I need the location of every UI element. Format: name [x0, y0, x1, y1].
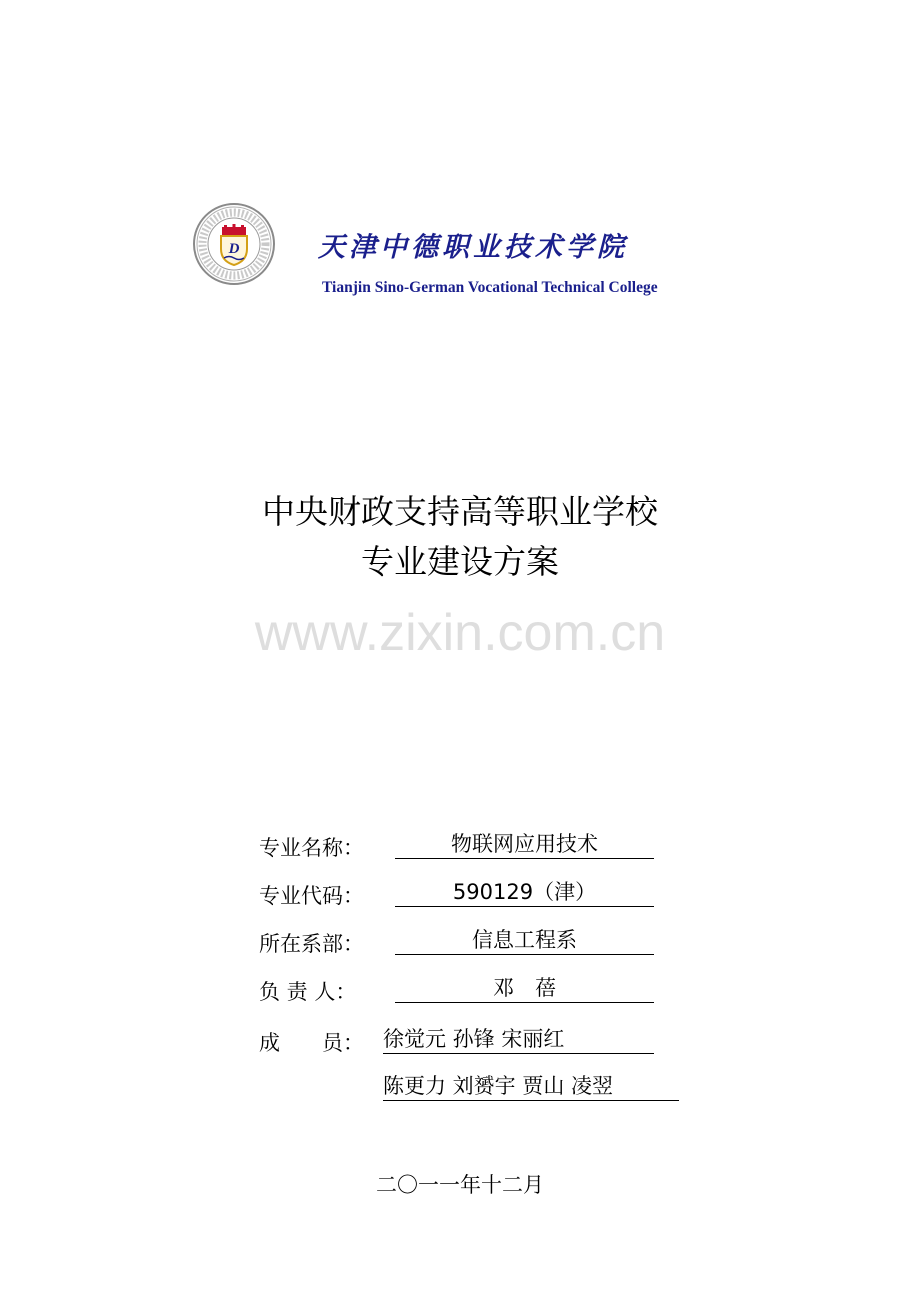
- svg-text:D: D: [228, 241, 240, 257]
- watermark: www.zixin.com.cn: [254, 604, 666, 662]
- major-name-label: 专业名称：: [259, 836, 364, 860]
- school-name-english: Tianjin Sino-German Vocational Technical College: [322, 279, 658, 296]
- college-seal-logo: [193, 203, 275, 285]
- leader-value: 邓 蓓: [395, 974, 654, 1003]
- department-label: 所在系部：: [259, 932, 364, 956]
- seal-icon: [193, 203, 275, 285]
- document-title-line-1: 中央财政支持高等职业学校: [262, 492, 658, 531]
- major-code-value: 590129（津）: [395, 878, 654, 907]
- school-name-chinese: 天津中德职业技术学院: [318, 232, 628, 263]
- members-label: 成 员：: [259, 1031, 364, 1055]
- members-line-1: 徐觉元 孙锋 宋丽红: [383, 1025, 654, 1054]
- department-value: 信息工程系: [395, 926, 654, 955]
- leader-label: 负 责 人：: [259, 980, 357, 1004]
- document-title-line-2: 专业建设方案: [361, 542, 559, 581]
- major-name-value: 物联网应用技术: [395, 830, 654, 859]
- members-line-2: 陈更力 刘赟宇 贾山 凌翌: [383, 1072, 679, 1101]
- major-code-label: 专业代码：: [259, 884, 364, 908]
- document-date: 二〇一一年十二月: [376, 1173, 544, 1197]
